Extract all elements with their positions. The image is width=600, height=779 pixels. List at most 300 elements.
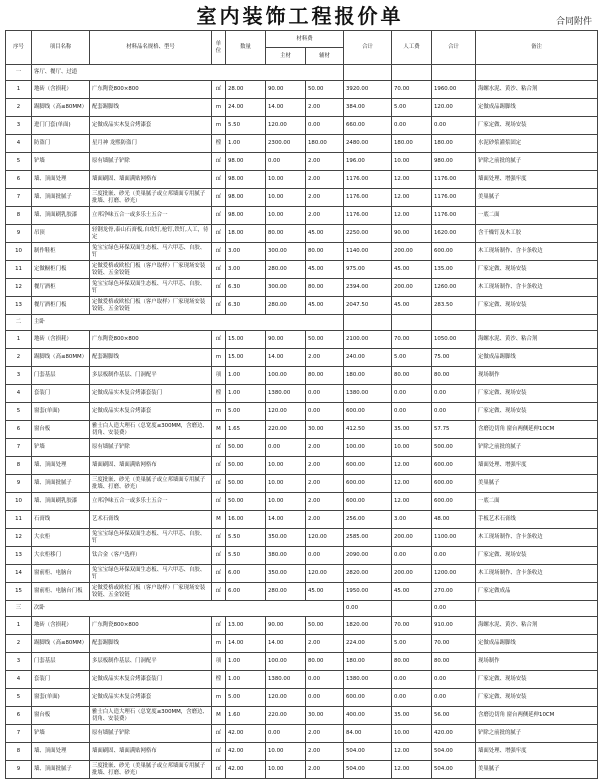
row-aux-material: 2.00	[306, 511, 344, 529]
row-item: 窗前柜、电脑台门板	[32, 583, 90, 601]
row-aux-material: 0.00	[306, 547, 344, 565]
section-subtotal: 0.00	[344, 601, 392, 617]
row-aux-material: 2.00	[306, 475, 344, 493]
table-row	[6, 529, 598, 547]
row-total: 56.00	[432, 707, 476, 725]
row-item: 地砖（含损耗）	[32, 617, 90, 635]
row-remark: 定做成品踢脚线	[476, 99, 598, 117]
row-labor: 5.00	[392, 635, 432, 653]
row-unit: m	[212, 349, 226, 367]
row-remark: 墙面处理、增强牢度	[476, 171, 598, 189]
row-no: 5	[6, 153, 32, 171]
row-total: 0.00	[432, 117, 476, 135]
row-no: 5	[6, 689, 32, 707]
row-total: 0.00	[432, 671, 476, 689]
row-subtotal: 180.00	[344, 367, 392, 385]
row-aux-material: 2.00	[306, 189, 344, 207]
table-row	[6, 583, 598, 601]
table-row	[6, 421, 598, 439]
row-no: 7	[6, 725, 32, 743]
row-no: 13	[6, 547, 32, 565]
row-total: 1176.00	[432, 207, 476, 225]
row-subtotal: 2585.00	[344, 529, 392, 547]
row-spec: 兔宝宝绿色环保双面生态板、马六甲芯、自胶、钉	[90, 243, 212, 261]
row-spec: 三度批嵌、砂光（美巢腻子或立邦墙面专用腻子批墙、打磨、砂光）	[90, 475, 212, 493]
row-spec: 立邦净味五合一或多乐士五合一	[90, 493, 212, 511]
row-unit: ㎡	[212, 617, 226, 635]
row-aux-material: 120.00	[306, 565, 344, 583]
row-no: 10	[6, 493, 32, 511]
table-row	[6, 565, 598, 583]
page-title: 室内装饰工程报价单	[196, 4, 404, 28]
row-remark: 一底二面	[476, 207, 598, 225]
row-subtotal: 2090.00	[344, 547, 392, 565]
table-row	[6, 297, 598, 315]
row-unit: ㎡	[212, 171, 226, 189]
row-remark: 海螺水泥、黄沙、粘合剂	[476, 331, 598, 349]
row-aux-material: 2.00	[306, 99, 344, 117]
row-remark: 定做成品踢脚线	[476, 635, 598, 653]
row-remark: 海螺水泥、黄沙、粘合剂	[476, 617, 598, 635]
row-total: 120.00	[432, 99, 476, 117]
row-item: 地砖（含损耗）	[32, 81, 90, 99]
table-row	[6, 671, 598, 689]
table-row	[6, 707, 598, 725]
row-total: 75.00	[432, 349, 476, 367]
row-total: 80.00	[432, 367, 476, 385]
row-subtotal: 1176.00	[344, 189, 392, 207]
row-no: 4	[6, 135, 32, 153]
table-row	[6, 475, 598, 493]
row-total: 504.00	[432, 743, 476, 761]
row-labor: 200.00	[392, 279, 432, 297]
row-no: 1	[6, 331, 32, 349]
section-no: 一	[6, 65, 32, 81]
row-item: 铲墙	[32, 153, 90, 171]
row-subtotal: 1380.00	[344, 671, 392, 689]
row-unit: ㎡	[212, 297, 226, 315]
row-aux-material: 30.00	[306, 421, 344, 439]
row-aux-material: 80.00	[306, 243, 344, 261]
row-remark: 厂家定做、现场安装	[476, 297, 598, 315]
row-labor: 35.00	[392, 421, 432, 439]
row-item: 窗套(单面)	[32, 689, 90, 707]
row-subtotal: 240.00	[344, 349, 392, 367]
row-spec: 广东陶瓷800×800	[90, 81, 212, 99]
row-qty: 5.50	[226, 547, 266, 565]
row-qty: 42.00	[226, 761, 266, 779]
row-no: 5	[6, 403, 32, 421]
row-main-material: 350.00	[266, 565, 306, 583]
row-main-material: 120.00	[266, 403, 306, 421]
row-aux-material: 2.00	[306, 725, 344, 743]
table-row	[6, 439, 598, 457]
row-unit: ㎡	[212, 225, 226, 243]
row-main-material: 10.00	[266, 493, 306, 511]
row-no: 3	[6, 653, 32, 671]
section-name: 次卧	[32, 601, 344, 617]
row-labor: 35.00	[392, 707, 432, 725]
row-subtotal: 975.00	[344, 261, 392, 279]
row-remark: 现场制作	[476, 367, 598, 385]
row-remark: 木工现场制作、含卡条收边	[476, 279, 598, 297]
row-spec: 兔宝宝绿色环保双面生态板、马六甲芯、自胶、钉	[90, 529, 212, 547]
row-item: 墙、顶面批腻子	[32, 189, 90, 207]
row-total: 0.00	[432, 689, 476, 707]
row-main-material: 10.00	[266, 743, 306, 761]
row-item: 窗套(单面)	[32, 403, 90, 421]
row-item: 墙、顶面处理	[32, 457, 90, 475]
row-total: 1620.00	[432, 225, 476, 243]
row-unit: 樘	[212, 671, 226, 689]
row-labor: 0.00	[392, 117, 432, 135]
row-main-material: 220.00	[266, 421, 306, 439]
row-spec: 多层板制作基层、门洞配平	[90, 653, 212, 671]
row-subtotal: 2100.00	[344, 331, 392, 349]
row-aux-material: 2.00	[306, 743, 344, 761]
row-spec: 定做成品实木复合烤漆套装门	[90, 671, 212, 689]
row-no: 1	[6, 81, 32, 99]
row-qty: 15.00	[226, 349, 266, 367]
row-spec: 星月神 龙熙防盗门	[90, 135, 212, 153]
table-row	[6, 261, 598, 279]
row-subtotal: 1176.00	[344, 207, 392, 225]
row-no: 4	[6, 671, 32, 689]
row-aux-material: 2.00	[306, 207, 344, 225]
header-unit: 单位	[212, 31, 226, 65]
row-spec: 艺术石膏线	[90, 511, 212, 529]
table-row	[6, 153, 598, 171]
table-row	[6, 331, 598, 349]
row-spec: 钛合金（客户选样）	[90, 547, 212, 565]
row-total: 1050.00	[432, 331, 476, 349]
row-remark: 含磨边切角 窗台两侧延伸10CM	[476, 707, 598, 725]
row-spec: 轻钢龙骨,泰山石膏板,自攻钉,枪钉,铁钉,人工，待定	[90, 225, 212, 243]
row-subtotal: 2047.50	[344, 297, 392, 315]
row-qty: 6.00	[226, 583, 266, 601]
row-labor: 12.00	[392, 207, 432, 225]
row-total: 910.00	[432, 617, 476, 635]
row-subtotal: 2394.00	[344, 279, 392, 297]
row-qty: 1.60	[226, 707, 266, 725]
row-spec: 三度批嵌、砂光（美巢腻子或立邦墙面专用腻子批墙、打磨、砂光）	[90, 189, 212, 207]
row-item: 定做橱柜门板	[32, 261, 90, 279]
row-labor: 80.00	[392, 653, 432, 671]
row-aux-material: 2.00	[306, 171, 344, 189]
row-qty: 42.00	[226, 743, 266, 761]
table-row	[6, 243, 598, 261]
row-unit: ㎡	[212, 243, 226, 261]
table-row	[6, 457, 598, 475]
row-main-material: 380.00	[266, 547, 306, 565]
row-unit: ㎡	[212, 331, 226, 349]
row-spec: 多层板制作基层、门洞配平	[90, 367, 212, 385]
row-remark: 现场制作	[476, 653, 598, 671]
row-item: 餐厅酒柜	[32, 279, 90, 297]
row-item: 踢脚线（高≤80MM）	[32, 635, 90, 653]
row-remark: 厂家定做、现场安装	[476, 689, 598, 707]
row-item: 铲墙	[32, 439, 90, 457]
section-total	[432, 315, 476, 331]
row-remark: 厂家定做、现场安装	[476, 261, 598, 279]
table-row	[6, 367, 598, 385]
header-subtotal: 合计	[344, 31, 392, 65]
row-no: 9	[6, 225, 32, 243]
row-no: 9	[6, 761, 32, 779]
row-main-material: 1380.00	[266, 385, 306, 403]
row-total: 0.00	[432, 547, 476, 565]
table-row	[6, 511, 598, 529]
row-labor: 0.00	[392, 689, 432, 707]
table-row	[6, 135, 598, 153]
row-unit: ㎡	[212, 547, 226, 565]
row-labor: 12.00	[392, 493, 432, 511]
row-aux-material: 50.00	[306, 617, 344, 635]
row-remark: 定做成品踢脚线	[476, 349, 598, 367]
row-subtotal: 1380.00	[344, 385, 392, 403]
row-remark: 厂家定做、现场安装	[476, 117, 598, 135]
row-labor: 45.00	[392, 261, 432, 279]
row-no: 8	[6, 207, 32, 225]
section-no: 二	[6, 315, 32, 331]
row-total: 0.00	[432, 385, 476, 403]
row-total: 1260.00	[432, 279, 476, 297]
row-qty: 50.00	[226, 457, 266, 475]
row-no: 11	[6, 261, 32, 279]
row-main-material: 280.00	[266, 261, 306, 279]
header-qty: 数量	[226, 31, 266, 65]
row-aux-material: 2.00	[306, 439, 344, 457]
row-unit: ㎡	[212, 153, 226, 171]
row-unit: 樘	[212, 385, 226, 403]
row-total: 57.75	[432, 421, 476, 439]
section-remark	[476, 315, 598, 331]
row-qty: 1.00	[226, 653, 266, 671]
row-labor: 0.00	[392, 385, 432, 403]
row-unit: 樘	[212, 135, 226, 153]
row-qty: 6.30	[226, 279, 266, 297]
row-qty: 1.00	[226, 671, 266, 689]
row-qty: 5.50	[226, 529, 266, 547]
row-spec: 兔宝宝绿色环保双面生态板、马六甲芯、自胶、钉	[90, 565, 212, 583]
row-no: 11	[6, 511, 32, 529]
row-remark: 手板艺术石膏线	[476, 511, 598, 529]
row-subtotal: 600.00	[344, 457, 392, 475]
row-item: 踢脚线（高≤80MM）	[32, 99, 90, 117]
row-main-material: 120.00	[266, 117, 306, 135]
row-main-material: 14.00	[266, 511, 306, 529]
row-labor: 70.00	[392, 617, 432, 635]
row-subtotal: 224.00	[344, 635, 392, 653]
row-aux-material: 50.00	[306, 81, 344, 99]
table-row	[6, 725, 598, 743]
row-subtotal: 3920.00	[344, 81, 392, 99]
row-main-material: 0.00	[266, 153, 306, 171]
row-spec: 雅士白人造大理石（总宽度≤300MM，含磨边、切角、安装费）	[90, 707, 212, 725]
row-unit: M	[212, 511, 226, 529]
row-spec: 广东陶瓷800×800	[90, 331, 212, 349]
row-subtotal: 600.00	[344, 689, 392, 707]
row-subtotal: 1140.00	[344, 243, 392, 261]
row-item: 墙、顶面批腻子	[32, 475, 90, 493]
row-spec: 立邦净味五合一或多乐士五合一	[90, 207, 212, 225]
row-subtotal: 600.00	[344, 493, 392, 511]
section-row	[6, 65, 598, 81]
table-row	[6, 349, 598, 367]
row-labor: 12.00	[392, 457, 432, 475]
row-aux-material: 50.00	[306, 331, 344, 349]
row-main-material: 280.00	[266, 583, 306, 601]
section-subtotal	[344, 315, 392, 331]
row-labor: 12.00	[392, 171, 432, 189]
row-aux-material: 45.00	[306, 297, 344, 315]
row-aux-material: 0.00	[306, 671, 344, 689]
row-aux-material: 180.00	[306, 135, 344, 153]
row-qty: 50.00	[226, 493, 266, 511]
row-item: 窗前柜、电脑台	[32, 565, 90, 583]
row-spec: 原有墙腻子铲除	[90, 725, 212, 743]
row-remark: 墙面处理、增强牢度	[476, 743, 598, 761]
row-no: 7	[6, 189, 32, 207]
row-no: 6	[6, 707, 32, 725]
row-remark: 铲除之前批的腻子	[476, 725, 598, 743]
row-main-material: 100.00	[266, 653, 306, 671]
row-spec: 原有墙腻子铲除	[90, 439, 212, 457]
row-remark: 木工现场制作、含卡条收边	[476, 243, 598, 261]
row-labor: 200.00	[392, 565, 432, 583]
row-remark: 木工现场制作、含卡条收边	[476, 529, 598, 547]
row-subtotal: 84.00	[344, 725, 392, 743]
header-main-material: 主材	[266, 48, 306, 65]
row-subtotal: 1950.00	[344, 583, 392, 601]
row-main-material: 0.00	[266, 725, 306, 743]
row-item: 大衣柜移门	[32, 547, 90, 565]
row-item: 餐厅酒柜门板	[32, 297, 90, 315]
row-aux-material: 2.00	[306, 349, 344, 367]
section-labor	[392, 65, 432, 81]
header-spec: 材料品名规格、型号	[90, 31, 212, 65]
row-total: 80.00	[432, 653, 476, 671]
row-subtotal: 2250.00	[344, 225, 392, 243]
row-item: 门套基层	[32, 653, 90, 671]
row-aux-material: 2.00	[306, 457, 344, 475]
row-unit: ㎡	[212, 761, 226, 779]
row-remark: 海螺水泥、黄沙、粘合剂	[476, 81, 598, 99]
row-labor: 12.00	[392, 743, 432, 761]
section-name: 客厅、餐厅、过道	[32, 65, 344, 81]
row-item: 窗台板	[32, 707, 90, 725]
row-subtotal: 504.00	[344, 761, 392, 779]
row-no: 8	[6, 457, 32, 475]
row-subtotal: 196.00	[344, 153, 392, 171]
row-spec: 雅士白人造大理石（总宽度≤300MM，含磨边、切角、安装费）	[90, 421, 212, 439]
row-remark: 一底二面	[476, 493, 598, 511]
row-labor: 45.00	[392, 583, 432, 601]
row-labor: 200.00	[392, 529, 432, 547]
row-labor: 70.00	[392, 81, 432, 99]
header-aux-material: 辅材	[306, 48, 344, 65]
row-aux-material: 45.00	[306, 261, 344, 279]
row-remark: 含磨边切角 窗台两侧延伸10CM	[476, 421, 598, 439]
row-no: 4	[6, 385, 32, 403]
row-subtotal: 1820.00	[344, 617, 392, 635]
row-main-material: 350.00	[266, 529, 306, 547]
row-labor: 90.00	[392, 225, 432, 243]
row-total: 420.00	[432, 725, 476, 743]
row-total: 180.00	[432, 135, 476, 153]
row-subtotal: 384.00	[344, 99, 392, 117]
section-total: 0.00	[432, 601, 476, 617]
row-spec: 定做成品实木复合烤漆套	[90, 689, 212, 707]
row-no: 12	[6, 279, 32, 297]
row-unit: m	[212, 99, 226, 117]
row-main-material: 80.00	[266, 225, 306, 243]
row-total: 600.00	[432, 493, 476, 511]
row-unit: ㎡	[212, 583, 226, 601]
row-main-material: 10.00	[266, 475, 306, 493]
row-total: 1200.00	[432, 565, 476, 583]
row-qty: 3.00	[226, 261, 266, 279]
row-main-material: 90.00	[266, 331, 306, 349]
row-subtotal: 660.00	[344, 117, 392, 135]
section-row	[6, 601, 598, 617]
row-remark: 美巢腻子	[476, 475, 598, 493]
row-qty: 15.00	[226, 331, 266, 349]
row-spec: 广东陶瓷800×800	[90, 617, 212, 635]
row-subtotal: 2820.00	[344, 565, 392, 583]
row-qty: 18.00	[226, 225, 266, 243]
section-remark	[476, 65, 598, 81]
row-remark: 美巢腻子	[476, 189, 598, 207]
section-subtotal	[344, 65, 392, 81]
row-no: 14	[6, 565, 32, 583]
header-item: 项目名称	[32, 31, 90, 65]
row-unit: ㎡	[212, 279, 226, 297]
row-qty: 13.00	[226, 617, 266, 635]
row-total: 1100.00	[432, 529, 476, 547]
row-aux-material: 2.00	[306, 635, 344, 653]
row-main-material: 1380.00	[266, 671, 306, 689]
row-aux-material: 2.00	[306, 153, 344, 171]
row-subtotal: 256.00	[344, 511, 392, 529]
row-no: 6	[6, 171, 32, 189]
row-remark: 厂家定做、现场安装	[476, 385, 598, 403]
table-row	[6, 81, 598, 99]
row-item: 墙、顶面处理	[32, 171, 90, 189]
table-row	[6, 547, 598, 565]
header-remark: 备注	[476, 31, 598, 65]
table-row	[6, 403, 598, 421]
row-item: 墙、顶面处理	[32, 743, 90, 761]
table-row	[6, 279, 598, 297]
row-remark: 美巢腻子	[476, 761, 598, 779]
row-remark: 水泥砂浆灌浆固定	[476, 135, 598, 153]
row-unit: ㎡	[212, 493, 226, 511]
row-unit: m	[212, 117, 226, 135]
row-item: 墙、顶面刷乳胶漆	[32, 207, 90, 225]
row-qty: 24.00	[226, 99, 266, 117]
row-item: 防盗门	[32, 135, 90, 153]
row-qty: 1.00	[226, 385, 266, 403]
row-unit: ㎡	[212, 261, 226, 279]
row-labor: 200.00	[392, 243, 432, 261]
row-remark: 厂家定做、现场安装	[476, 547, 598, 565]
row-qty: 98.00	[226, 207, 266, 225]
section-labor	[392, 601, 432, 617]
table-row	[6, 117, 598, 135]
table-row	[6, 189, 598, 207]
section-name: 主卧	[32, 315, 344, 331]
